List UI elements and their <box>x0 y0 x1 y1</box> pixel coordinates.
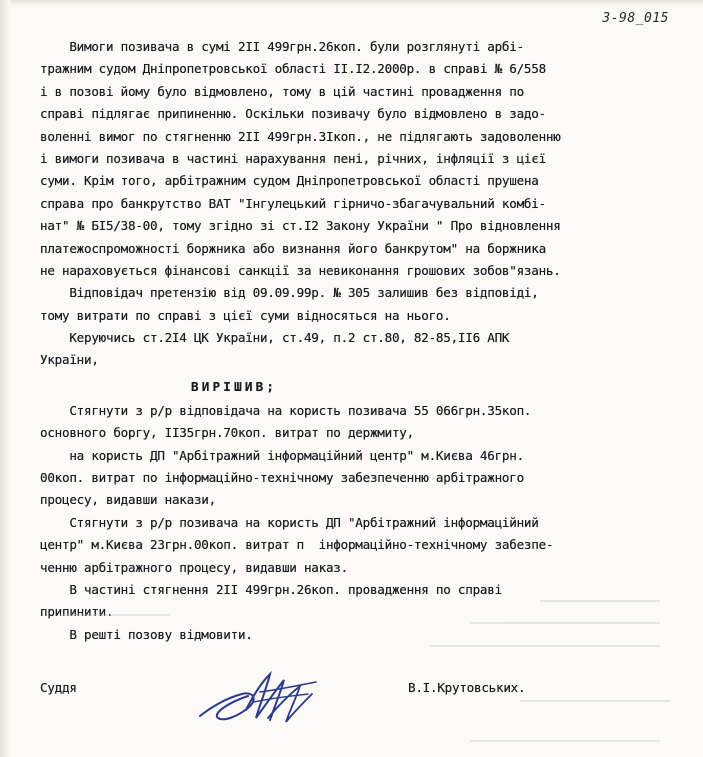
body-line: нат" № БI5/38-00, тому згідно зі ст.I2 Закону України " Про відновлення <box>40 218 561 234</box>
decision-heading: ВИРІШИВ; <box>40 378 278 394</box>
body-line: і вимоги позивача в частині нарахування пені, річних, інфляції з цієї <box>40 150 546 166</box>
document-id: 3-98_015 <box>602 11 669 26</box>
body-line: центр" м.Києва 23грн.00коп. витрат п інформаційно-технічному забезпе- <box>40 537 554 553</box>
body-line: справа про банкрутство ВАТ "Інгулецький гірничо-збагачувальний комбі- <box>40 195 546 211</box>
body-line: України, <box>40 352 99 368</box>
body-line: припинити. <box>40 604 114 620</box>
body-line: Вимоги позивача в сумі 2II 499грн.26коп. були розглянуті арбі- <box>40 39 524 54</box>
body-line: Керуючись ст.2I4 ЦК України, ст.49, п.2 ст.80, 82-85,II6 АПК <box>40 330 510 346</box>
body-line: не нараховується фінансові санкції за невиконання грошових зобов"язань. <box>40 262 561 278</box>
body-line: В решті позову відмовити. <box>40 626 253 642</box>
judge-label: Суддя <box>40 680 77 695</box>
document-body <box>40 36 680 646</box>
body-line: на користь ДП "Арбітражний інформаційний центр" м.Києва 46грн. <box>40 447 524 463</box>
scan-edge-top <box>0 0 703 6</box>
body-line: воленні вимог по стягненню 2II 499грн.3Iкоп., не підлягають задоволенню <box>40 128 561 144</box>
body-line: тому витрати по справі з цієї суми відносяться на нього. <box>40 307 451 323</box>
judge-name: В.І.Крутовських. <box>408 680 526 695</box>
body-line: 00коп. витрат по інформаційно-технічному забезпеченню арбітражного <box>40 470 524 486</box>
scan-edge-left <box>0 0 10 757</box>
body-line: платежоспроможності боржника або визнання його банкрутом" на боржника <box>40 240 546 256</box>
body-line: і в позові йому було відмовлено, тому в цій частині провадження по <box>40 83 524 99</box>
body-line: суми. Крім того, арбітражним судом Дніпропетровської області прушена <box>40 173 539 189</box>
body-line: процесу, видавши накази, <box>40 492 216 508</box>
body-line: Стягнути з р/р відповідача на користь позивача 55 066грн.35коп. <box>40 402 532 418</box>
body-line: тражним судом Дніпропетровської області II.I2.2000р. в справі № 6/558 <box>40 61 546 77</box>
body-line: Відповідач претензію від 09.09.99р. № 305 залишив без відповіді, <box>40 285 539 301</box>
body-line: Стягнути з р/р позивача на користь ДП "Арбітражний інформаційний <box>40 514 539 530</box>
body-line: основного боргу, II35грн.70коп. витрат по держмиту, <box>40 425 414 441</box>
handwritten-signature <box>196 664 326 734</box>
body-line: справі підлягає припиненню. Оскільки позивачу було відмовлено в задо- <box>40 106 546 122</box>
body-line: В частині стягнення 2II 499грн.26коп. провадження по справі <box>40 581 502 597</box>
body-line: ченню арбітражного процесу, видавши наказ. <box>40 559 348 575</box>
